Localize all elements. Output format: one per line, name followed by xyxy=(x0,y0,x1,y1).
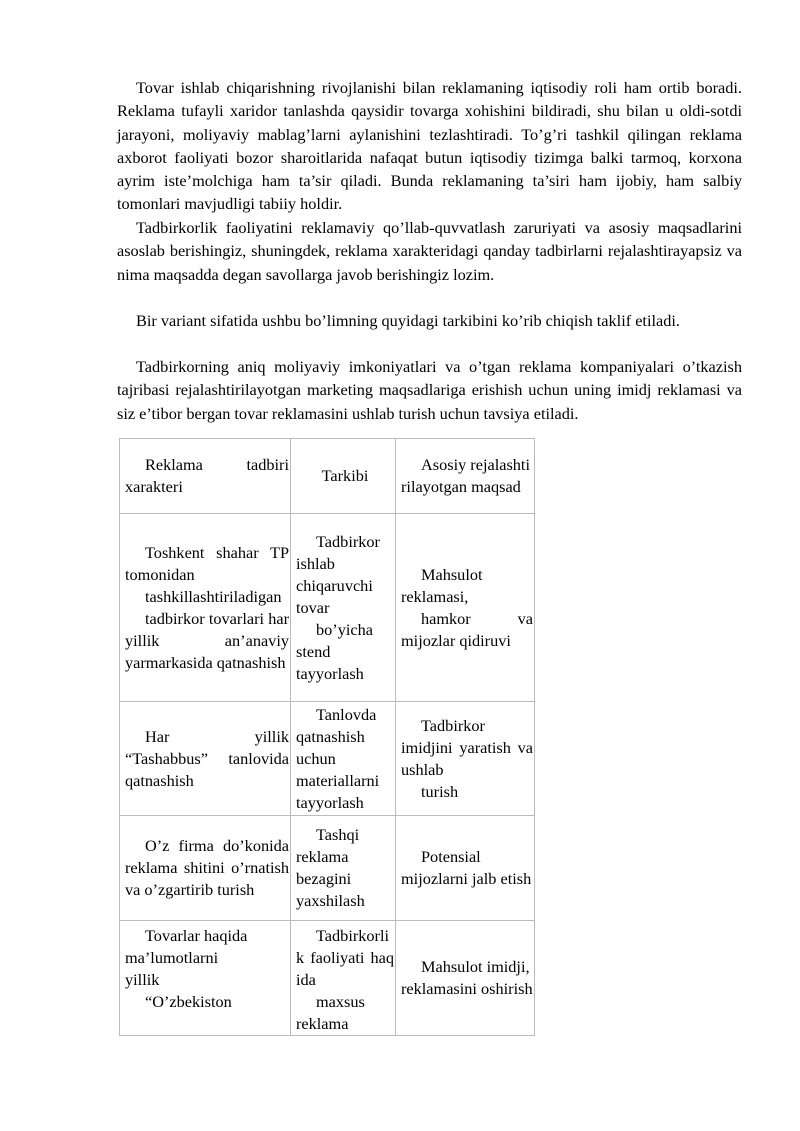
cell-line: “O’zbekiston xyxy=(145,992,232,1011)
paragraph-1: Tovar ishlab chiqarishning rivojlanishi bilan reklamaning iqtisodiy roli ham ortib boradi. Reklama tufayli xaridor tanlashda qaysidir tovarga xohishini bildiradi, shu bilan u oldi-sotdi jarayoni, moliyaviy mablag’larni aylanishini tezlashtiradi. To’g’ri tashkil qilingan reklama axborot faoliyati bozor sharoitlarida nafaqat butun iqtisodiy tizimga balki tarmoq, korxona ayrim iste’molchiga ham ta’sir qiladi. Bunda reklamaning ta’siri ham ijobiy, ham salbiy tomonlari mavjudligi tabiiy holdir. xyxy=(117,78,742,214)
table-cell xyxy=(396,816,535,921)
header-cell xyxy=(291,439,396,514)
header-cell xyxy=(396,439,535,514)
table-cell xyxy=(291,921,396,1036)
cell-line: Toshkent shahar TP tomonidan xyxy=(125,542,289,584)
cell-line: Tashqi reklama bezagini yaxshilash xyxy=(296,825,365,910)
cell-line: O’z firma do’konida reklama shitini o’rnatish va o’zgartirib turish xyxy=(125,836,289,899)
table-cell xyxy=(291,514,396,702)
cell-line: bo’yicha stend tayyorlash xyxy=(296,619,373,683)
cell-line: Mahsulot imidji, reklamasini oshirish xyxy=(401,957,533,998)
cell-line: Mahsulot reklamasi, xyxy=(401,564,483,606)
cell-line: hamkor va mijozlar qidiruvi xyxy=(401,608,533,650)
header-text: Asosiy rejalashtirilayotgan maqsad xyxy=(401,455,530,496)
table-cell xyxy=(291,816,396,921)
cell-line: maxsus reklama xyxy=(296,992,365,1033)
advertising-plan-table xyxy=(119,438,535,1036)
paragraph-2: Tadbirkorlik faoliyatini reklamaviy qo’llab-quvvatlash zaruriyati va asosiy maqsadlarini asoslab berishingiz, shuningdek, reklama xarakteridagi qanday tadbirlarni rejalashtirayapsiz va nima maqsadda degan savollarga javob berishingiz lozim. xyxy=(117,218,742,284)
table-row xyxy=(120,702,535,816)
cell-line: Har yillik “Tashabbus” tanlovida qatnashish xyxy=(125,726,289,790)
table-cell xyxy=(291,702,396,816)
cell-line: Tadbirkor ishlab chiqaruvchi tovar xyxy=(296,531,380,617)
table-row xyxy=(120,816,535,921)
header-text: Tarkibi xyxy=(321,466,369,485)
cell-line: Tovarlar haqida ma’lumotlarni yillik xyxy=(125,926,248,989)
cell-line: tashkillashtiriladigan xyxy=(145,586,282,606)
table-cell xyxy=(120,514,291,702)
cell-line: Tadbirkor imidjini yaratish va ushlab xyxy=(401,715,533,779)
header-cell xyxy=(120,439,291,514)
table-cell xyxy=(120,816,291,921)
table-cell xyxy=(120,921,291,1036)
cell-line: Potensial mijozlarni jalb etish xyxy=(401,847,532,888)
cell-line: turish xyxy=(421,781,459,801)
cell-line: Tanlovda qatnashish uchun materiallarni tayyorlash xyxy=(296,704,380,812)
table-cell xyxy=(120,702,291,816)
cell-line: Tadbirkorlik faoliyati haqida xyxy=(296,926,394,989)
table-header-row xyxy=(120,439,535,514)
table-cell xyxy=(396,514,535,702)
table-cell xyxy=(396,921,535,1036)
table-row xyxy=(120,514,535,702)
paragraph-4: Tadbirkorning aniq moliyaviy imkoniyatlari va o’tgan reklama kompaniyalari o’tkazish tajribasi rejalashtirilayotgan marketing maqsadlariga erishish uchun uning imidj reklamasi va siz e’tibor bergan tovar reklamasini ushlab turish uchun tavsiya etiladi. xyxy=(117,357,742,423)
table-row xyxy=(120,921,535,1036)
paragraph-3: Bir variant sifatida ushbu bo’limning quyidagi tarkibini ko’rib chiqish taklif etiladi. xyxy=(136,311,680,330)
table-cell xyxy=(396,702,535,816)
cell-line: tadbirkor tovarlari har yillik an’anaviy yarmarkasida qatnashish xyxy=(125,608,289,672)
header-text: Reklama tadbiri xarakteri xyxy=(125,455,289,496)
